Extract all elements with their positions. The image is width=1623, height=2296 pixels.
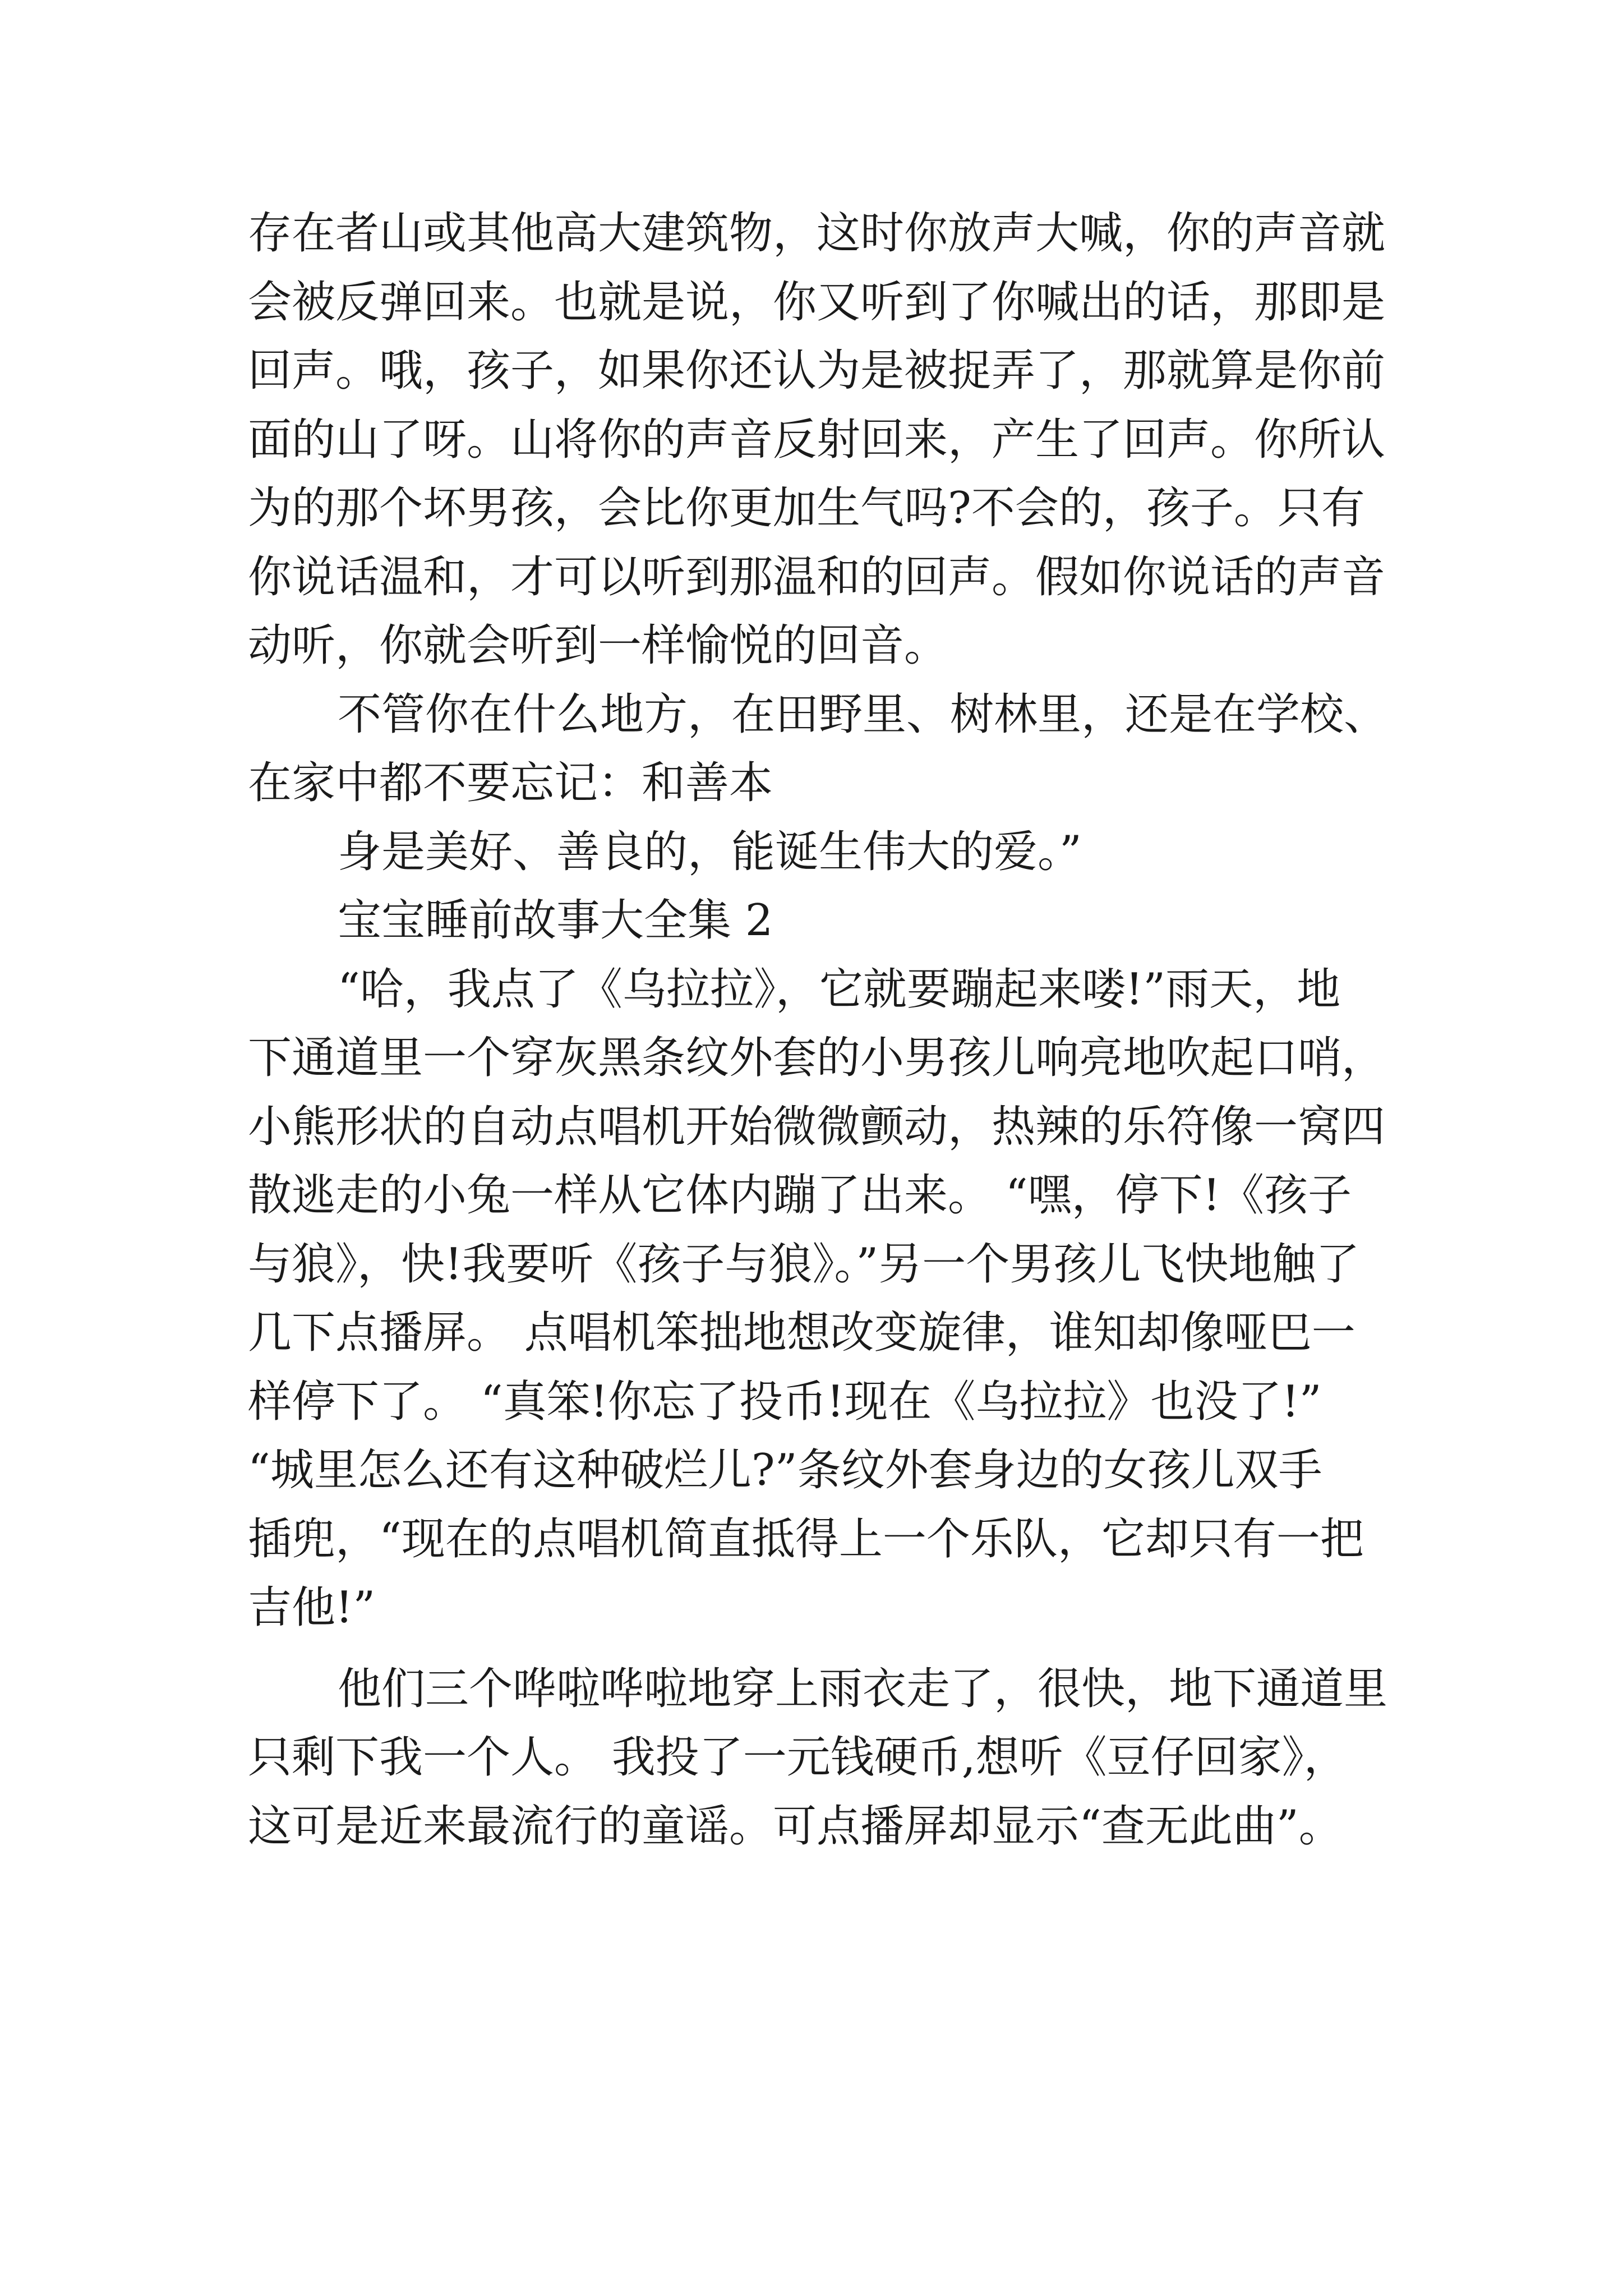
text-line: 与狼》，快!我要听《孩子与狼》。”另一个男孩儿飞快地触了 — [248, 1239, 1360, 1290]
text-line: 面的山了呀。山将你的声音反射回来，产生了回声。你所认 — [248, 414, 1386, 465]
text-line: 只剩下我一个人。 我投了一元钱硬币,想听《豆仔回家》， — [248, 1732, 1348, 1783]
text-line: 动听，你就会听到一样愉悦的回音。 — [248, 620, 948, 671]
text-line: 为的那个坏男孩，会比你更加生气吗?不会的，孩子。只有 — [248, 483, 1365, 533]
text-line: 存在者山或其他高大建筑物，这时你放声大喊，你的声音就 — [248, 208, 1386, 259]
section-heading: 宝宝睡前故事大全集 2 — [338, 895, 773, 946]
text-line: 他们三个哗啦哗啦地穿上雨衣走了，很快，地下通道里 — [338, 1663, 1388, 1714]
text-line: 散逃走的小兔一样从它体内蹦了出来。 “嘿，停下!《孩子 — [248, 1170, 1352, 1221]
text-line: 几下点播屏。 点唱机笨拙地想改变旋律，谁知却像哑巴一 — [248, 1308, 1355, 1358]
text-line: 身是美好、善良的，能诞生伟大的爱。” — [338, 826, 1082, 877]
text-line: 样停下了。 “真笨!你忘了投币!现在《乌拉拉》也没了!” — [248, 1376, 1322, 1427]
text-line: 在家中都不要忘记：和善本 — [248, 758, 773, 808]
text-line: “哈，我点了《乌拉拉》，它就要蹦起来喽!”雨天，地 — [338, 964, 1341, 1015]
text-line: 回声。哦，孩子，如果你还认为是被捉弄了，那就算是你前 — [248, 346, 1386, 396]
text-line: 你说话温和，才可以听到那温和的回声。假如你说话的声音 — [248, 551, 1386, 602]
document-body — [248, 199, 1409, 1861]
text-line: 插兜，“现在的点唱机简直抵得上一个乐队，它却只有一把 — [248, 1513, 1364, 1565]
text-line: 小熊形状的自动点唱机开始微微颤动，热辣的乐符像一窝四 — [248, 1101, 1386, 1152]
text-line: 不管你在什么地方，在田野里、树林里，还是在学校、 — [338, 689, 1388, 740]
text-line: 这可是近来最流行的童谣。可点播屏却显示“查无此曲”。 — [248, 1801, 1343, 1852]
text-line: “城里怎么还有这种破烂儿?”条纹外套身边的女孩儿双手 — [248, 1445, 1322, 1496]
text-line: 下通道里一个穿灰黑条纹外套的小男孩儿响亮地吹起口哨， — [248, 1033, 1386, 1083]
text-line: 会被反弹回来。也就是说，你又听到了你喊出的话，那即是 — [248, 277, 1386, 328]
text-line: 吉他!” — [248, 1582, 376, 1633]
